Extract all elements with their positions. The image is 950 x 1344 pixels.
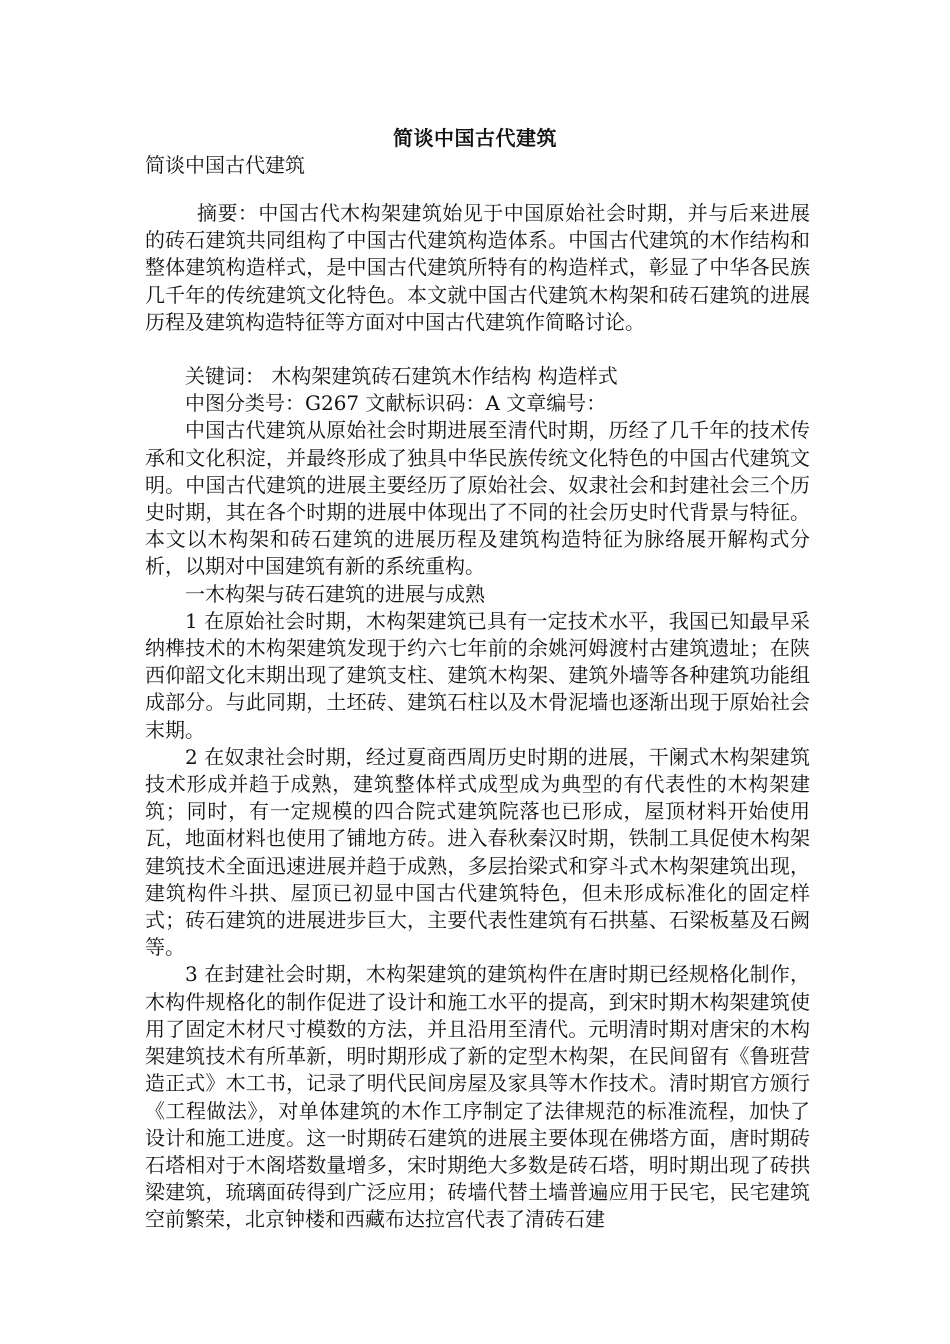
classification-line: 中图分类号：G267 文献标识码：A 文章编号： <box>185 391 607 416</box>
body-paragraph-2: 2 在奴隶社会时期，经过夏商西周历史时期的进展，干阑式木构架建筑技术形成并趋于成熟，建筑整体样式成型成为典型的有代表性的木构架建筑；同时，有一定规模的四合院式建筑院落也已形成，屋顶材料开始使用瓦，地面材料也使用了铺地方砖。进入春秋秦汉时期，铁制工具促使木构架建筑技术全面迅速进展并趋于成熟，多层抬梁式和穿斗式木构架建筑出现，建筑构件斗拱、屋顶已初显中国古代建筑特色，但未形成标准化的固定样式；砖石建筑的进展进步巨大，主要代表性建筑有石拱墓、石梁板墓及石阙等。 <box>145 744 810 960</box>
keywords-line: 关键词： 木构架建筑砖石建筑木作结构 构造样式 <box>185 364 618 389</box>
body-paragraph-3: 3 在封建社会时期，木构架建筑的建筑构件在唐时期已经规格化制作，木构件规格化的制作促进了设计和施工水平的提高，到宋时期木构架建筑使用了固定木材尺寸模数的方法，并且沿用至清代。元明清时期对唐宋的木构架建筑技术有所革新，明时期形成了新的定型木构架，在民间留有《鲁班营造正式》木工书，记录了明代民间房屋及家具等木作技术。清时期官方颁行《工程做法》，对单体建筑的木作工序制定了法律规范的标准流程，加快了设计和施工进度。这一时期砖石建筑的进展主要体现在佛塔方面，唐时期砖石塔相对于木阁塔数量增多，宋时期绝大多数是砖石塔，明时期出现了砖拱梁建筑，琉璃面砖得到广泛应用；砖墙代替土墙普遍应用于民宅，民宅建筑空前繁荣，北京钟楼和西藏布达拉宫代表了清砖石建 <box>145 962 810 1232</box>
section-heading: 一木构架与砖石建筑的进展与成熟 <box>185 581 485 606</box>
intro-paragraph: 中国古代建筑从原始社会时期进展至清代时期，历经了几千年的技术传承和文化积淀，并最终形成了独具中华民族传统文化特色的中国古代建筑文明。中国古代建筑的进展主要经历了原始社会、奴隶社会和封建社会三个历史时期，其在各个时期的进展中体现出了不同的社会历史时代背景与特征。本文以木构架和砖石建筑的进展历程及建筑构造特征为脉络展开解构式分析，以期对中国建筑有新的系统重构。 <box>145 418 810 579</box>
document-subtitle: 简谈中国古代建筑 <box>145 153 305 177</box>
document-body <box>145 200 810 1234</box>
document-title: 简谈中国古代建筑 <box>393 126 557 150</box>
abstract-paragraph: 摘要：中国古代木构架建筑始见于中国原始社会时期，并与后来进展的砖石建筑共同组构了中国古代建筑构造体系。中国古代建筑的木作结构和整体建筑构造样式，是中国古代建筑所特有的构造样式，彰显了中华各民族几千年的传统建筑文化特色。本文就中国古代建筑木构架和砖石建筑的进展历程及建筑构造特征等方面对中国古代建筑作简略讨论。 <box>145 201 810 334</box>
body-paragraph-1: 1 在原始社会时期，木构架建筑已具有一定技术水平，我国已知最早采纳榫技术的木构架建筑发现于约六七年前的余姚河姆渡村古建筑遗址；在陕西仰韶文化末期出现了建筑支柱、建筑木构架、建筑外墙等各种建筑功能组成部分。与此同期，土坯砖、建筑石柱以及木骨泥墙也逐渐出现于原始社会末期。 <box>145 608 810 742</box>
